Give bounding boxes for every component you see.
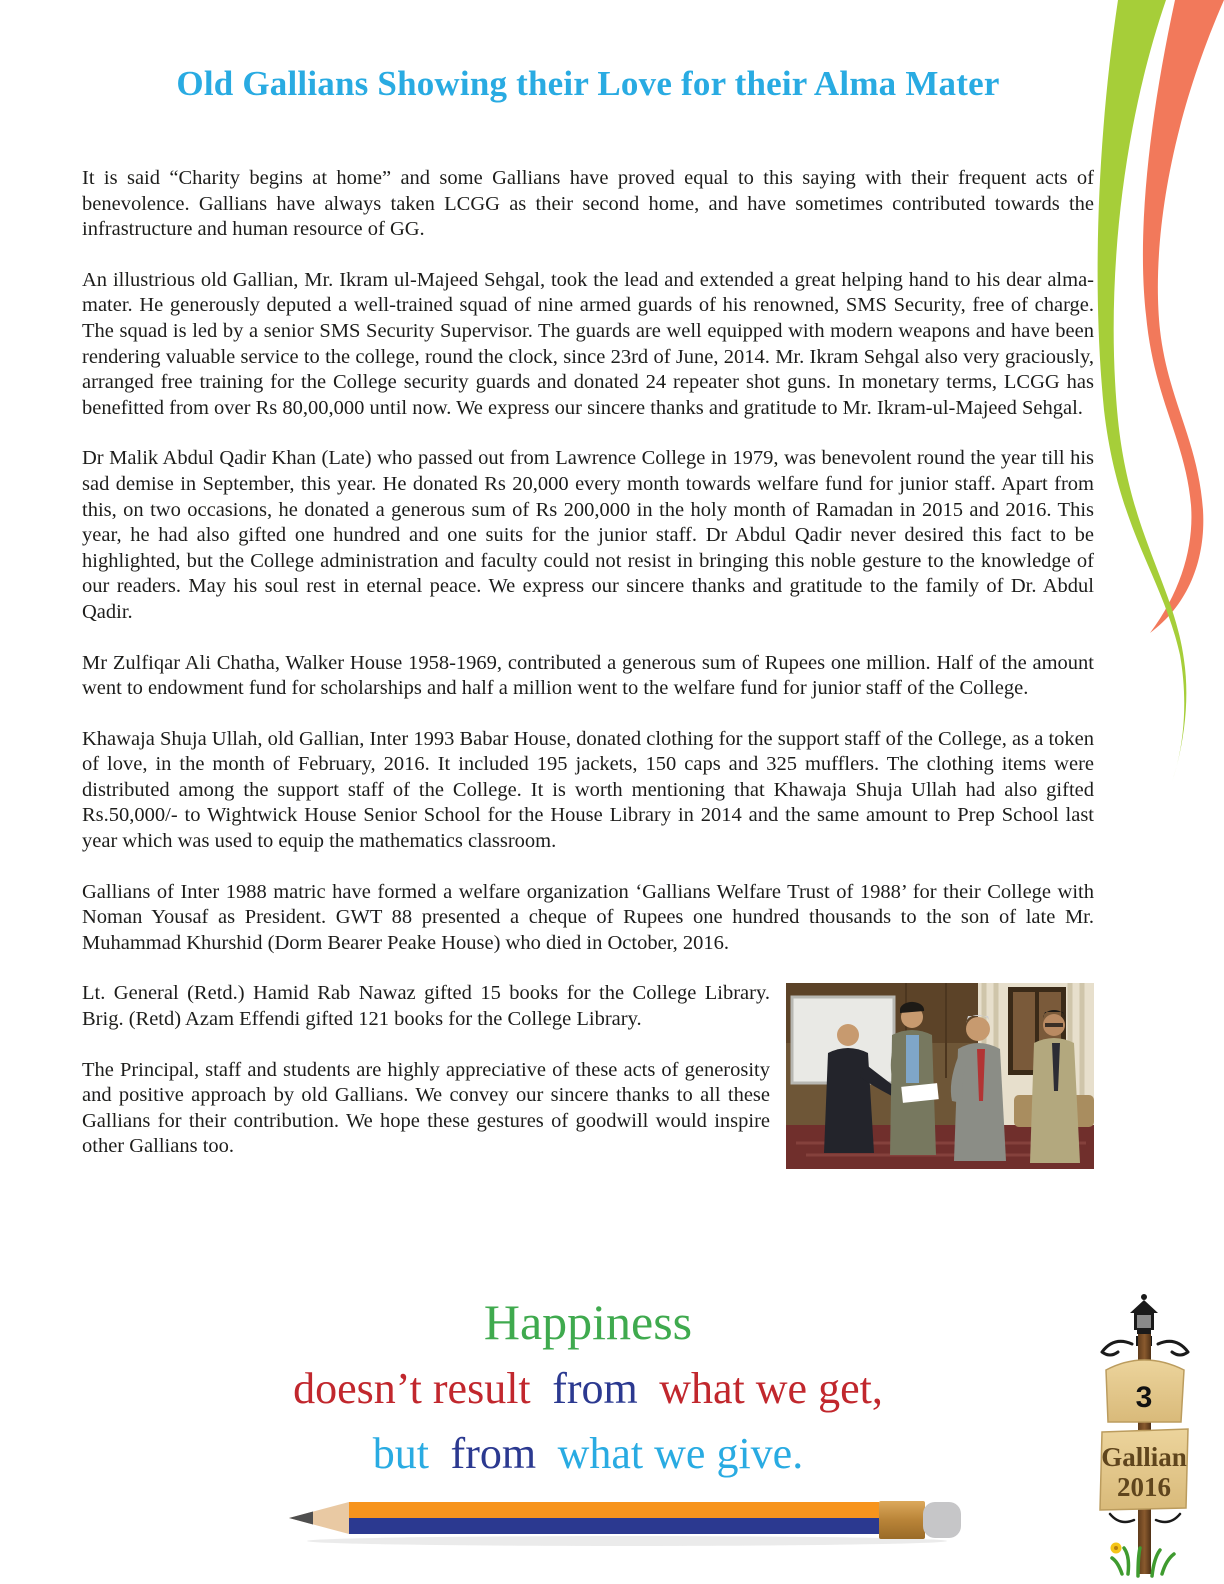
page-number: 3: [1135, 1381, 1153, 1414]
magazine-name: Gallian: [1101, 1442, 1187, 1472]
page-title: Old Gallians Showing their Love for their Alma Mater: [176, 64, 1000, 103]
quote-segment: what we give.: [557, 1429, 804, 1478]
quote-segment: from: [450, 1429, 537, 1478]
ribbon-decoration: [1090, 0, 1224, 795]
donation-photo: [786, 983, 1094, 1169]
quote-segment: what we get,: [659, 1364, 883, 1413]
quote-line-3: [82, 1429, 1094, 1479]
article-paragraph: Dr Malik Abdul Qadir Khan (Late) who passed out from Lawrence College in 1979, was benevolent round the year till his sad demise in September, this year. He donated Rs 20,000 every month towards welfare fund for junior staff. Apart from this, on two occasions, he donated a generous sum of Rs 200,000 in the holy month of Ramadan in 2015 and 2016. This year, he had also gifted one hundred and one suits for the junior staff. Dr Abdul Qadir never desired this fact to be highlighted, but the College administration and faculty could not resist in bringing this noble gesture to the knowledge of our readers. May his soul rest in eternal peace. We express our sincere thanks and gratitude to the family of Dr. Abdul Qadir.: [82, 447, 1094, 623]
quote-segment: doesn’t result: [293, 1364, 531, 1413]
article: [82, 64, 1094, 1185]
quote-segment: but: [372, 1429, 430, 1478]
article-paragraph: Khawaja Shuja Ullah, old Gallian, Inter 1993 Babar House, donated clothing for the support staff of the College, as a token of love, in the month of February, 2016. It included 195 jackets, 150 caps and 325 mufflers. The clothing items were distributed among the support staff of the College. It is worth mentioning that Khawaja Shuja Ullah had also gifted Rs.50,000/- to Wightwick House Senior School for the House Library in 2014 and the same amount to Prep School last year which was used to equip the mathematics classroom.: [82, 727, 1094, 853]
page-number-signpost: [1094, 1290, 1196, 1582]
article-paragraph: An illustrious old Gallian, Mr. Ikram ul-Majeed Sehgal, took the lead and extended a great helping hand to his dear alma-mater. He generously deputed a well-trained squad of nine armed guards of his renowned, SMS Security, free of charge. The squad is led by a senior SMS Security Supervisor. The guards are well equipped with modern weapons and have been rendering valuable service to the college, round the clock, since 23rd of June, 2014. Mr. Ikram Sehgal also very graciously, arranged free training for the College security guards and donated 24 repeater shot guns. In monetary terms, LCGG has benefitted from over Rs 80,00,000 until now. We express our sincere thanks and gratitude to Mr. Ikram-ul-Majeed Sehgal.: [82, 268, 1094, 419]
magazine-year: 2016: [1117, 1472, 1171, 1502]
article-paragraph: Gallians of Inter 1988 matric have formed a welfare organization ‘Gallians Welfare Trust of 1988’ for their College with Noman Yousaf as President. GWT 88 presented a cheque of Rupees one hundred thousands to the son of late Mr. Muhammad Khurshid (Dorm Bearer Peake House) who died in October, 2016.: [82, 880, 1094, 954]
article-paragraph: Mr Zulfiqar Ali Chatha, Walker House 1958-1969, contributed a generous sum of Rupees one million. Half of the amount went to endowment fund for scholarships and half a million went to the welfare fund for junior staff of the College.: [82, 651, 1094, 700]
pencil-illustration: [287, 1496, 963, 1548]
quote-line-2: [82, 1364, 1094, 1414]
quote-segment: from: [552, 1364, 638, 1413]
article-paragraph: Lt. General (Retd.) Hamid Rab Nawaz gifted 15 books for the College Library. Brig. (Retd) Azam Effendi gifted 121 books for the College Library.: [82, 982, 770, 1031]
quote-segment: Happiness: [483, 1294, 693, 1350]
article-paragraph: It is said “Charity begins at home” and some Gallians have proved equal to this saying with their frequent acts of benevolence. Gallians have always taken LCGG as their second home, and have sometimes contributed towards the infrastructure and human resource of GG.: [82, 167, 1094, 241]
article-paragraph: The Principal, staff and students are highly appreciative of these acts of generosity and positive approach by old Gallians. We convey our sincere thanks to all these Gallians for their contribution. We hope these gestures of goodwill would inspire other Gallians too.: [82, 1058, 770, 1158]
quote-line-1: [82, 1294, 1094, 1350]
lantern-icon: [1130, 1294, 1158, 1334]
closing-quote: [82, 1294, 1094, 1479]
orange-ribbon: [1143, 0, 1224, 633]
